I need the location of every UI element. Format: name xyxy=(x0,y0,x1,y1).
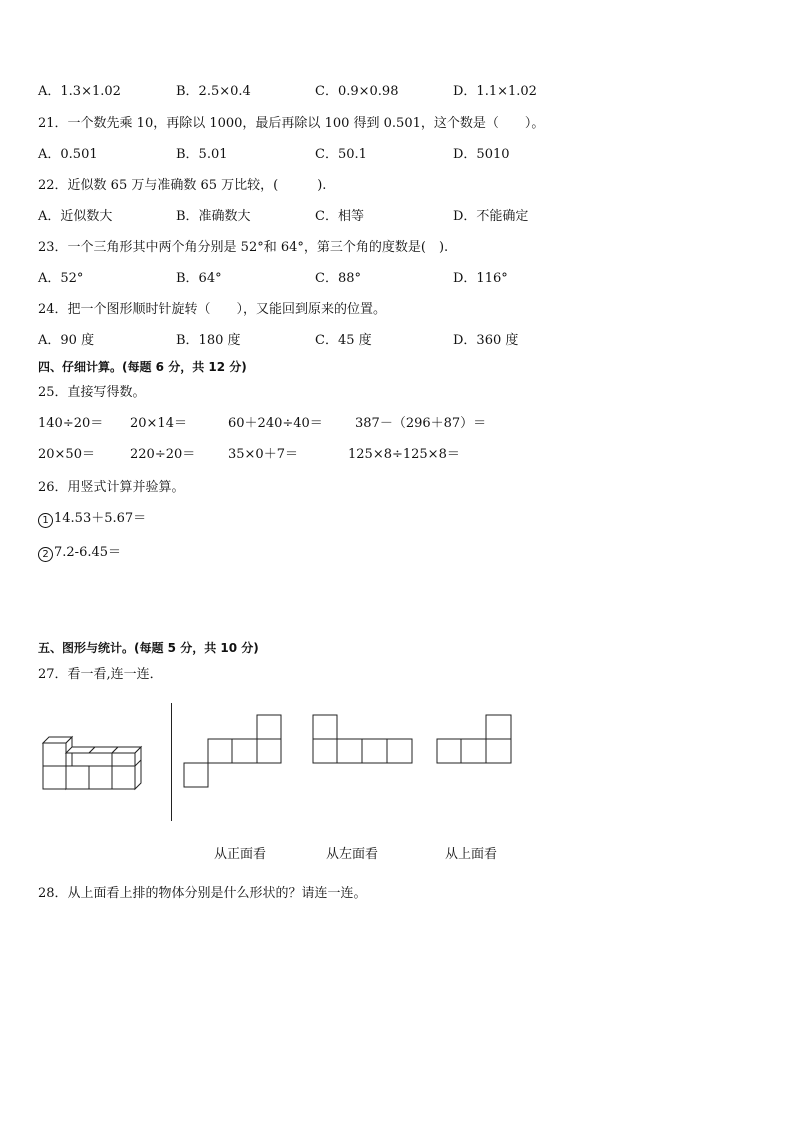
q27-text: 27．看一看,连一连． xyxy=(38,667,163,682)
q25-item: 220÷20＝ xyxy=(130,447,196,462)
q20-option-d[interactable]: D．1.1×1.02 xyxy=(453,84,537,99)
q20-option-c[interactable]: C．0.9×0.98 xyxy=(315,84,399,99)
q25-text: 25．直接写得数。 xyxy=(38,385,146,400)
q25-item: 20×50＝ xyxy=(38,447,95,462)
q24-option-d[interactable]: D．360 度 xyxy=(453,333,519,348)
q26-expr: 14.53＋5.67＝ xyxy=(54,511,147,526)
q21-option-d[interactable]: D．5010 xyxy=(453,147,510,162)
section4-heading: 四、仔细计算。(每题 6 分，共 12 分) xyxy=(38,360,247,374)
q26-item-2 xyxy=(38,545,121,562)
q23-option-c[interactable]: C．88° xyxy=(315,271,361,286)
view-label-left: 从左面看 xyxy=(326,847,379,862)
q21-option-b[interactable]: B．5.01 xyxy=(176,147,228,162)
q25-item: 20×14＝ xyxy=(130,416,187,431)
cube-assembly-figure xyxy=(40,735,160,795)
q24-text: 24．把一个图形顺时针旋转（ ），又能回到原来的位置。 xyxy=(38,302,387,317)
view-figure-2 xyxy=(312,714,416,766)
q23-option-b[interactable]: B．64° xyxy=(176,271,222,286)
q22-option-a[interactable]: A．近似数大 xyxy=(38,209,113,224)
section5-heading: 五、图形与统计。(每题 5 分，共 10 分) xyxy=(38,641,259,655)
q25-item: 125×8÷125×8＝ xyxy=(348,447,460,462)
view-label-front: 从正面看 xyxy=(214,847,267,862)
circled-number: 2 xyxy=(38,547,53,562)
q26-expr: 7.2-6.45＝ xyxy=(54,545,122,560)
q21-text: 21．一个数先乘 10，再除以 1000，最后再除以 100 得到 0.501，这个数是（ ）。 xyxy=(38,116,545,131)
q21-option-c[interactable]: C．50.1 xyxy=(315,147,367,162)
q22-text: 22．近似数 65 万与准确数 65 万比较，( ). xyxy=(38,178,327,193)
q26-item-1 xyxy=(38,511,146,528)
q28-text: 28．从上面看上排的物体分别是什么形状的？请连一连。 xyxy=(38,886,367,901)
view-figure-1 xyxy=(183,714,283,790)
q20-option-b[interactable]: B．2.5×0.4 xyxy=(176,84,251,99)
view-figure-3 xyxy=(436,714,516,766)
q24-option-b[interactable]: B．180 度 xyxy=(176,333,241,348)
q23-text: 23．一个三角形其中两个角分别是 52°和 64°，第三个角的度数是( ). xyxy=(38,240,449,255)
q20-option-a[interactable]: A．1.3×1.02 xyxy=(38,84,121,99)
q21-option-a[interactable]: A．0.501 xyxy=(38,147,98,162)
q25-item: 60＋240÷40＝ xyxy=(228,416,323,431)
view-label-top: 从上面看 xyxy=(445,847,498,862)
circled-number: 1 xyxy=(38,513,53,528)
q23-option-d[interactable]: D．116° xyxy=(453,271,508,286)
q25-item: 387－（296＋87）＝ xyxy=(355,416,487,431)
q25-item: 140÷20＝ xyxy=(38,416,104,431)
q25-item: 35×0＋7＝ xyxy=(228,447,298,462)
q22-option-c[interactable]: C．相等 xyxy=(315,209,364,224)
q22-option-b[interactable]: B．准确数大 xyxy=(176,209,251,224)
divider-line xyxy=(171,703,172,821)
q22-option-d[interactable]: D．不能确定 xyxy=(453,209,529,224)
q26-text: 26．用竖式计算并验算。 xyxy=(38,480,185,495)
q23-option-a[interactable]: A．52° xyxy=(38,271,84,286)
q24-option-a[interactable]: A．90 度 xyxy=(38,333,95,348)
q24-option-c[interactable]: C．45 度 xyxy=(315,333,372,348)
